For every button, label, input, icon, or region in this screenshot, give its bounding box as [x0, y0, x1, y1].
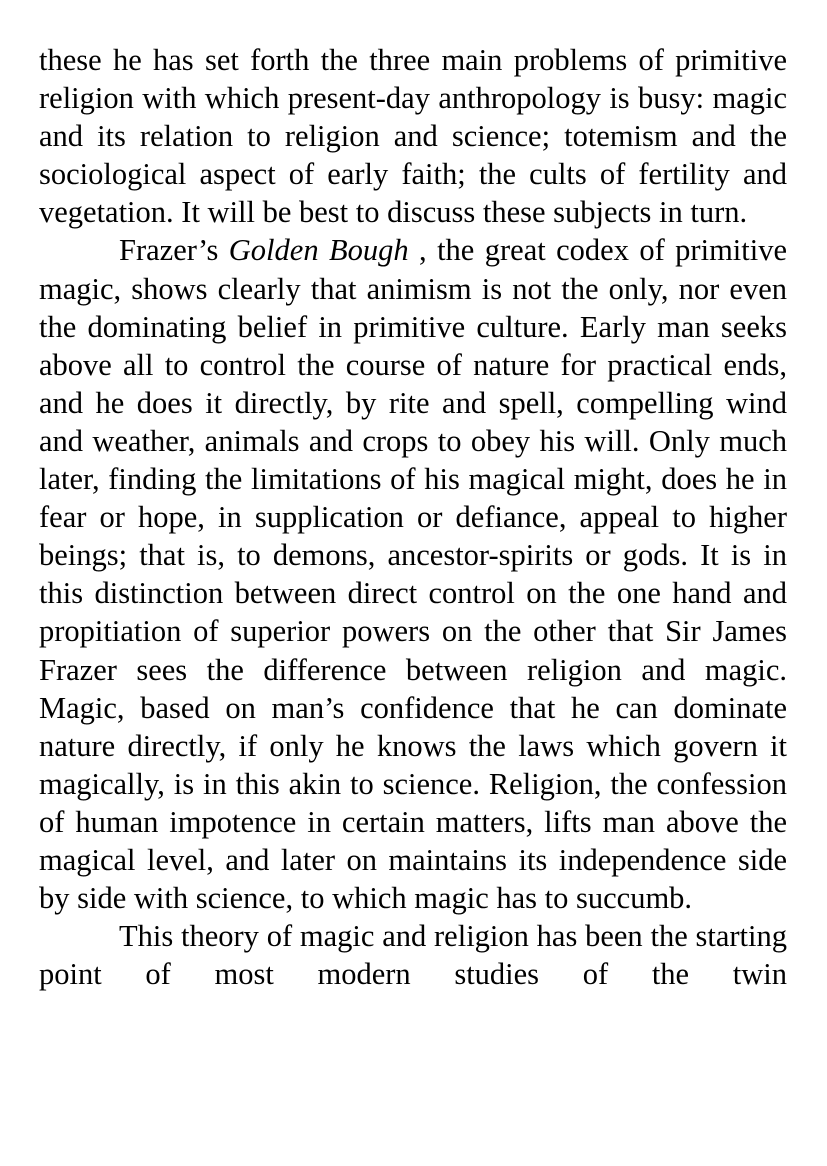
- paragraph-theory-of-magic: This theory of magic and religion has been the starting point of most modern studies of the twin: [39, 919, 787, 992]
- book-title-golden-bough: Golden Bough: [228, 233, 409, 268]
- paragraph-golden-bough: [39, 231, 787, 917]
- paragraph-golden-bough-lead: Frazer’s: [119, 233, 229, 268]
- paragraph-magic-problems: these he has set forth the three main problems of primitive religion with which present-day anthropology is busy: magic and its relation to religion and science; totemism and the sociological aspect of early faith; the cults of fertility and vegetation. It will be best to discuss these subjects in turn.: [39, 43, 787, 230]
- document-page: [39, 41, 787, 993]
- paragraph-golden-bough-body: , the great codex of primitive magic, shows clearly that animism is not the only, nor even the dominating belief in primitive culture. Early man seeks above all to control the course of nature for practical ends, and he does it directly, by rite and spell, compelling wind and weather, animals and crops to obey his will. Only much later, finding the limitations of his magical might, does he in fear or hope, in supplication or defiance, appeal to higher beings; that is, to demons, ancestor-spirits or gods. It is in this distinction between direct control on the one hand and propitiation of superior powers on the other that Sir James Frazer sees the difference between religion and magic. Magic, based on man’s confidence that he can dominate nature directly, if only he knows the laws which govern it magically, is in this akin to science. Religion, the confession of human impotence in certain matters, lifts man above the magical level, and later on maintains its independence side by side with science, to which magic has to succumb.: [39, 233, 787, 916]
